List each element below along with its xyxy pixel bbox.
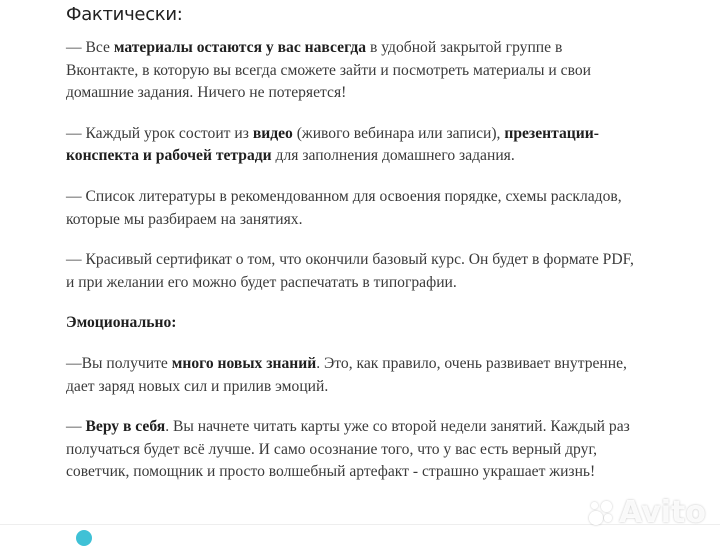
text: — Красивый сертификат о том, что окончили базовый курс. Он будет в формате PDF, и при желании его можно будет распечатать в типографии. bbox=[66, 251, 634, 291]
bold-text: Веру в себя bbox=[85, 418, 166, 436]
text: (живого вебинара или записи), bbox=[292, 124, 505, 142]
text: . Вы начнете читать карты уже со второй недели занятий. Каждый раз получаться будет всё лучше. И само осознание того, что у вас есть верный друг, советчик, помощник и просто волшебный артефакт - страшно украшает жизнь! bbox=[66, 418, 630, 481]
avito-watermark bbox=[587, 495, 706, 530]
facts-list bbox=[66, 37, 638, 294]
avatar-icon bbox=[76, 530, 92, 546]
heading-facts: Фактически: bbox=[66, 4, 183, 25]
avito-logo-icon bbox=[587, 499, 617, 527]
text: — bbox=[66, 418, 86, 436]
text: . Это, как правило, очень развивает внутренне, дает заряд новых сил и прилив эмоций. bbox=[66, 354, 627, 395]
paragraph bbox=[66, 37, 638, 105]
text: в удобной закрытой группе в Вконтакте, в которую вы всегда сможете зайти и посмотреть материалы и свои домашние задания. Ничего не потеряется! bbox=[66, 39, 591, 102]
paragraph bbox=[66, 123, 638, 168]
paragraph bbox=[66, 249, 638, 294]
text: — Все bbox=[66, 39, 114, 56]
heading-emotional: Эмоционально: bbox=[66, 314, 177, 332]
paragraph bbox=[66, 186, 638, 231]
paragraph bbox=[66, 416, 638, 484]
bold-text: видео bbox=[252, 124, 293, 142]
avito-watermark-text: Avito bbox=[619, 495, 706, 530]
text: —Вы получите bbox=[66, 354, 172, 372]
article-content bbox=[66, 4, 638, 502]
bold-text: презентации-конспекта и рабочей тетради bbox=[66, 124, 599, 165]
bold-text: материалы остаются у вас навсегда bbox=[113, 39, 367, 56]
paragraph bbox=[66, 353, 638, 398]
emotional-list bbox=[66, 353, 638, 484]
bold-text: много новых знаний bbox=[171, 354, 317, 372]
text: для заполнения домашнего задания. bbox=[271, 147, 515, 165]
text: — Каждый урок состоит из bbox=[66, 124, 253, 142]
text: — Список литературы в рекомендованном для освоения порядке, схемы раскладов, которые мы разбираем на занятиях. bbox=[66, 187, 622, 228]
